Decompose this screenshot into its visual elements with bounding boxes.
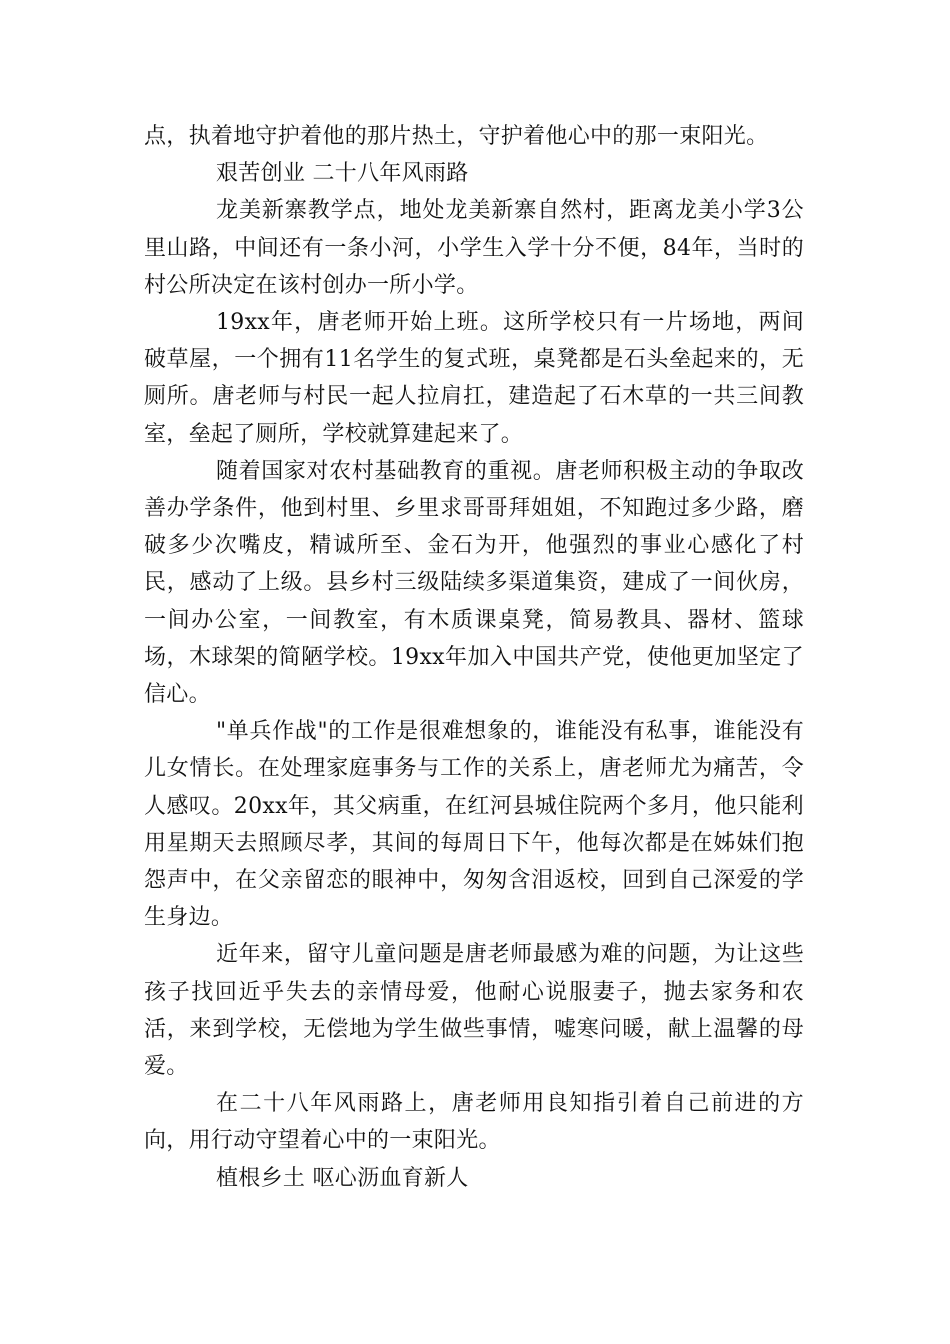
- paragraph: 在二十八年风雨路上，唐老师用良知指引着自己前进的方向，用行动守望着心中的一束阳光。: [144, 1091, 804, 1154]
- paragraph: 近年来，留守儿童问题是唐老师最感为难的问题，为让这些孩子找回近乎失去的亲情母爱，他耐心说服妻子，抛去家务和农活，来到学校，无偿地为学生做些事情，嘘寒问暖，献上温馨的母爱。: [144, 942, 804, 1080]
- paragraph-continuation: 点，执着地守护着他的那片热土，守护着他心中的那一束阳光。: [144, 124, 769, 149]
- document-body: [144, 118, 804, 1197]
- paragraph: 随着国家对农村基础教育的重视。唐老师积极主动的争取改善办学条件，他到村里、乡里求哥哥拜姐姐，不知跑过多少路，磨破多少次嘴皮，精诚所至、金石为开，他强烈的事业心感化了村民，感动了上级。县乡村三级陆续多渠道集资，建成了一间伙房，一间办公室，一间教室，有木质课桌凳，简易教具、器材、篮球场，木球架的简陋学校。19xx年加入中国共产党，使他更加坚定了信心。: [144, 458, 804, 708]
- paragraph: 19xx年，唐老师开始上班。这所学校只有一片场地，两间破草屋，一个拥有11名学生的复式班，桌凳都是石头垒起来的，无厕所。唐老师与村民一起人拉肩扛，建造起了石木草的一共三间教室，垒起了厕所，学校就算建起来了。: [144, 310, 804, 447]
- paragraph: 龙美新寨教学点，地处龙美新寨自然村，距离龙美小学3公里山路，中间还有一条小河，小学生入学十分不便，84年，当时的村公所决定在该村创办一所小学。: [144, 198, 804, 298]
- paragraph: "单兵作战"的工作是很难想象的，谁能没有私事，谁能没有儿女情长。在处理家庭事务与工作的关系上，唐老师尤为痛苦，令人感叹。20xx年，其父病重，在红河县城住院两个多月，他只能利用星期天去照顾尽孝，其间的每周日下午，他每次都是在姊妹们抱怨声中，在父亲留恋的眼神中，匆匆含泪返校，回到自己深爱的学生身边。: [144, 719, 804, 931]
- section-heading-hard-work: 艰苦创业 二十八年风雨路: [216, 161, 469, 187]
- section-heading-rooted: 植根乡土 呕心沥血育新人: [216, 1165, 469, 1191]
